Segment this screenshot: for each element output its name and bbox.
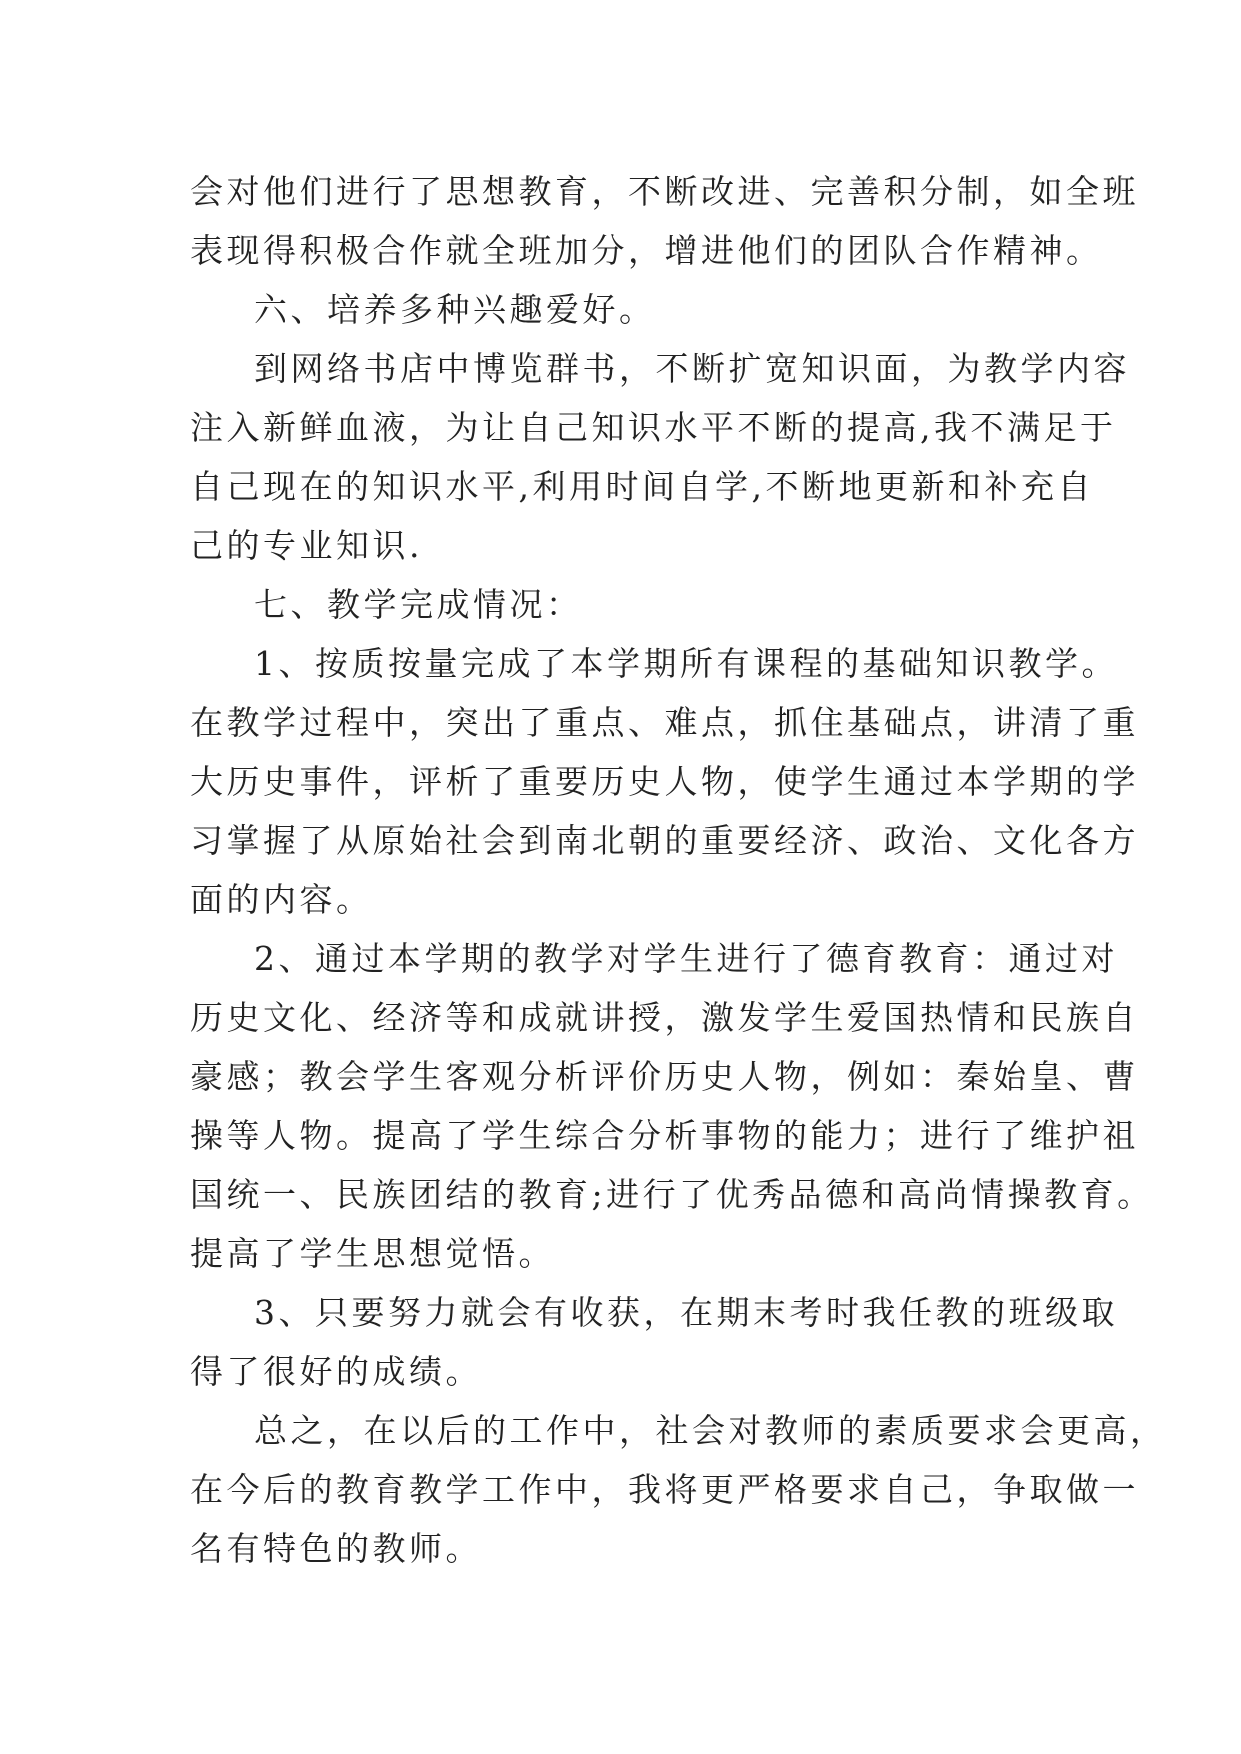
text-line: 大历史事件，评析了重要历史人物，使学生通过本学期的学 bbox=[190, 762, 1139, 801]
text-line: 操等人物。提高了学生综合分析事物的能力；进行了维护祖 bbox=[190, 1116, 1139, 1155]
text-line: 自己现在的知识水平,利用时间自学,不断地更新和补充自 bbox=[190, 467, 1094, 506]
section-heading-teaching-completion: 七、教学完成情况： bbox=[254, 585, 583, 624]
text-line: 注入新鲜血液，为让自己知识水平不断的提高,我不满足于 bbox=[190, 408, 1117, 447]
text-line: 在今后的教育教学工作中，我将更严格要求自己，争取做一 bbox=[190, 1470, 1139, 1509]
text-line: 1、按质按量完成了本学期所有课程的基础知识教学。 bbox=[254, 644, 1118, 683]
text-line: 得了很好的成绩。 bbox=[190, 1352, 482, 1391]
text-line: 在教学过程中，突出了重点、难点，抓住基础点，讲清了重 bbox=[190, 703, 1139, 742]
text-line: 到网络书店中博览群书，不断扩宽知识面，为教学内容 bbox=[254, 349, 1130, 388]
text-line: 会对他们进行了思想教育，不断改进、完善积分制，如全班 bbox=[190, 172, 1139, 211]
text-line: 豪感；教会学生客观分析评价历史人物，例如：秦始皇、曹 bbox=[190, 1057, 1139, 1096]
text-line: 国统一、民族团结的教育;进行了优秀品德和高尚情操教育。 bbox=[190, 1175, 1154, 1214]
text-line: 3、只要努力就会有收获，在期末考时我任教的班级取 bbox=[254, 1293, 1118, 1332]
text-line: 己的专业知识. bbox=[190, 526, 423, 565]
section-heading-hobbies: 六、培养多种兴趣爱好。 bbox=[254, 290, 656, 329]
text-line: 面的内容。 bbox=[190, 880, 373, 919]
document-body bbox=[190, 162, 1167, 1578]
text-line: 总之，在以后的工作中，社会对教师的素质要求会更高， bbox=[254, 1411, 1167, 1450]
text-line: 表现得积极合作就全班加分，增进他们的团队合作精神。 bbox=[190, 231, 1103, 270]
text-line: 提高了学生思想觉悟。 bbox=[190, 1234, 555, 1273]
text-line: 历史文化、经济等和成就讲授，激发学生爱国热情和民族自 bbox=[190, 998, 1139, 1037]
text-line: 名有特色的教师。 bbox=[190, 1529, 482, 1568]
text-line: 2、通过本学期的教学对学生进行了德育教育：通过对 bbox=[254, 939, 1118, 978]
text-line: 习掌握了从原始社会到南北朝的重要经济、政治、文化各方 bbox=[190, 821, 1139, 860]
